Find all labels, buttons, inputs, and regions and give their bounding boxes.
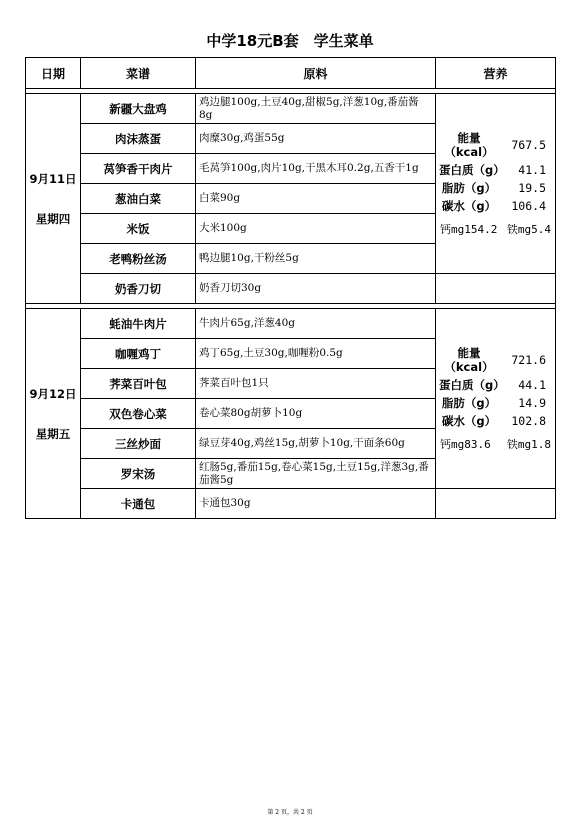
dish-name: 奶香刀切	[81, 274, 196, 304]
dish-name: 咖喱鸡丁	[81, 339, 196, 369]
dish-name: 三丝炒面	[81, 429, 196, 459]
carb-value: 102.8	[511, 413, 546, 428]
dish-name: 葱油白菜	[81, 184, 196, 214]
protein-label: 蛋白质（g）	[439, 162, 505, 177]
dish-ingredients: 鸭边腿10g,干粉丝5g	[196, 244, 436, 274]
dish-name: 莴笋香干肉片	[81, 154, 196, 184]
weekday-text: 星期四	[35, 211, 71, 226]
iron-value: 铁mg1.8	[506, 437, 551, 451]
fat-value: 19.5	[518, 180, 546, 195]
page-footer: 第 2 页，共 2 页	[267, 809, 313, 816]
nutrition-cell	[436, 309, 556, 489]
energy-value: 721.6	[511, 352, 546, 367]
table-row	[26, 274, 556, 304]
dish-name: 肉沫蒸蛋	[81, 124, 196, 154]
weekday-text: 星期五	[35, 426, 71, 441]
iron-value: 铁mg5.4	[506, 222, 551, 236]
fat-label: 脂肪（g）	[441, 180, 497, 195]
calcium-value: 钙mg154.2	[440, 222, 498, 236]
dish-ingredients: 绿豆芽40g,鸡丝15g,胡萝卜10g,干面条60g	[196, 429, 436, 459]
dish-ingredients: 毛莴笋100g,肉片10g,干黑木耳0.2g,五香干1g	[196, 154, 436, 184]
fat-value: 14.9	[518, 395, 546, 410]
dish-ingredients: 卷心菜80g胡萝卜10g	[196, 399, 436, 429]
dish-ingredients: 荠菜百叶包1只	[196, 369, 436, 399]
protein-value: 41.1	[518, 162, 546, 177]
dish-ingredients: 奶香刀切30g	[196, 274, 436, 304]
date-text: 9月11日	[29, 171, 77, 186]
dish-name: 罗宋汤	[81, 459, 196, 489]
energy-label: 能量（kcal）	[444, 345, 494, 374]
date-cell	[26, 94, 81, 304]
header-ingredients: 原料	[196, 58, 436, 89]
menu-table	[25, 57, 556, 519]
header-row	[26, 58, 556, 89]
table-row	[26, 309, 556, 339]
dish-ingredients: 肉糜30g,鸡蛋55g	[196, 124, 436, 154]
page-title: 中学18元B套 学生菜单	[206, 32, 374, 50]
dish-ingredients: 卡通包30g	[196, 489, 436, 519]
carb-value: 106.4	[511, 198, 546, 213]
dish-ingredients: 鸡丁65g,土豆30g,咖喱粉0.5g	[196, 339, 436, 369]
dish-name: 米饭	[81, 214, 196, 244]
date-cell	[26, 309, 81, 519]
energy-value: 767.5	[511, 137, 546, 152]
carb-label: 碳水（g）	[441, 198, 497, 213]
header-date: 日期	[26, 58, 81, 89]
table-row	[26, 94, 556, 124]
dish-ingredients: 红肠5g,番茄15g,卷心菜15g,土豆15g,洋葱3g,番茄酱5g	[196, 459, 436, 489]
header-dish: 菜谱	[81, 58, 196, 89]
date-text: 9月12日	[29, 386, 77, 401]
energy-label: 能量（kcal）	[444, 130, 494, 159]
nutrition-empty-cell	[436, 489, 556, 519]
dish-ingredients: 白菜90g	[196, 184, 436, 214]
minerals-row	[439, 221, 552, 237]
dish-ingredients: 鸡边腿100g,土豆40g,甜椒5g,洋葱10g,番茄酱8g	[196, 94, 436, 124]
dish-name: 新疆大盘鸡	[81, 94, 196, 124]
nutrition-grid	[439, 346, 552, 428]
nutrition-grid	[439, 131, 552, 213]
dish-name: 蚝油牛肉片	[81, 309, 196, 339]
table-row	[26, 489, 556, 519]
dish-name: 双色卷心菜	[81, 399, 196, 429]
dish-ingredients: 牛肉片65g,洋葱40g	[196, 309, 436, 339]
header-nutrition: 营养	[436, 58, 556, 89]
dish-name: 老鸭粉丝汤	[81, 244, 196, 274]
dish-name: 卡通包	[81, 489, 196, 519]
protein-label: 蛋白质（g）	[439, 377, 505, 392]
nutrition-cell	[436, 94, 556, 274]
calcium-value: 钙mg83.6	[440, 437, 491, 451]
minerals-row	[439, 436, 552, 452]
dish-ingredients: 大米100g	[196, 214, 436, 244]
nutrition-empty-cell	[436, 274, 556, 304]
dish-name: 荠菜百叶包	[81, 369, 196, 399]
protein-value: 44.1	[518, 377, 546, 392]
fat-label: 脂肪（g）	[441, 395, 497, 410]
carb-label: 碳水（g）	[441, 413, 497, 428]
